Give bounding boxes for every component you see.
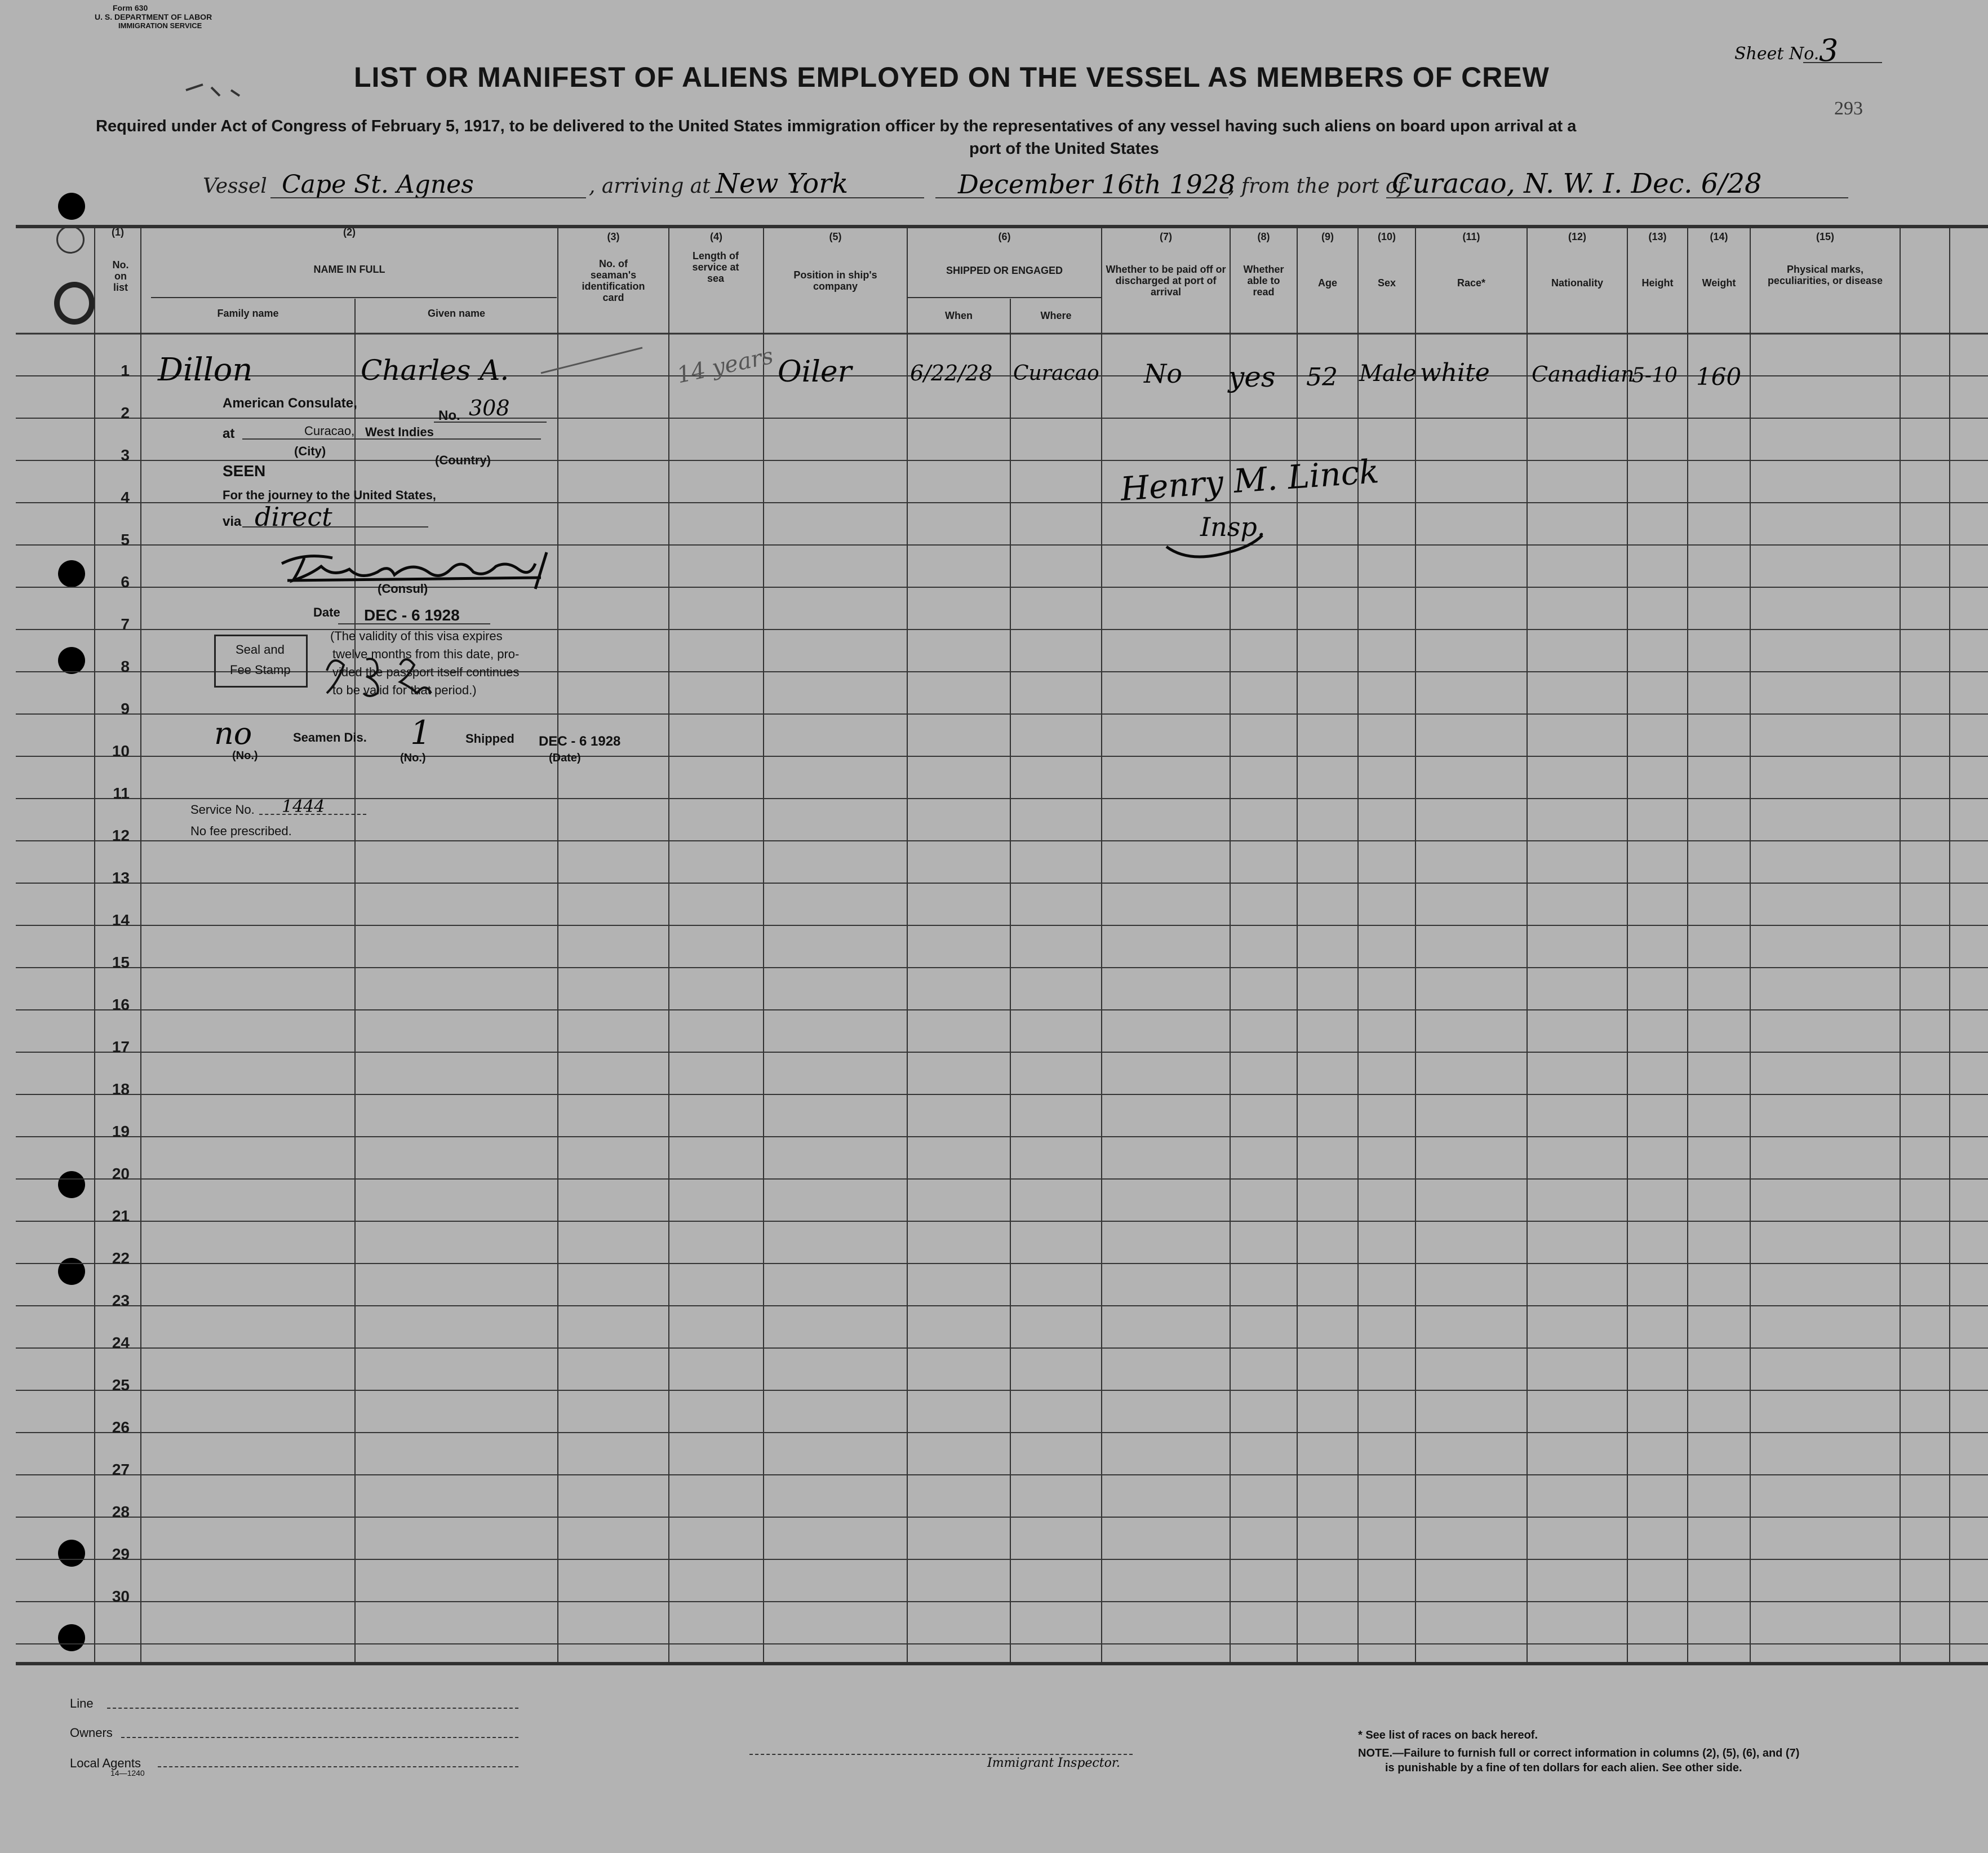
row-number: 4 [121,489,130,506]
row-number: 26 [112,1418,130,1436]
row-number: 21 [112,1207,130,1225]
row-number: 28 [112,1503,130,1520]
row-number: 25 [112,1376,130,1394]
entry-given-name: Charles A. [361,354,509,387]
row-number: 12 [112,827,130,844]
entry-age: 52 [1306,363,1338,392]
row-number: 17 [112,1038,130,1056]
footer-note-races: * See list of races on back hereof. [1358,1729,1538,1741]
consular-date-underline [338,623,490,624]
row-number: 5 [121,531,130,548]
col-15-number: (15) [1816,231,1834,242]
sheet-number-value: 3 [1819,33,1839,68]
consular-consul-label: (Consul) [378,582,428,596]
consular-journey: For the journey to the United States, [223,488,436,502]
inspector-signature-line-1: Henry M. Linck [1119,452,1381,508]
col-1-label: No. on list [112,259,129,293]
consular-date-value: DEC - 6 1928 [364,606,460,624]
subtitle-line-1: Required under Act of Congress of February 5, 1917, to be delivered to the United States immigration officer by the representatives of any vessel having such aliens on board upon arrival at a [96,117,1577,135]
col-3-number: (3) [607,231,620,242]
col-14-label: Weight [1702,277,1736,289]
row-number: 3 [121,446,130,464]
entry-sex: Male [1359,361,1417,387]
validity-line-2: twelve months from this date, pro- [332,647,520,661]
col-6-label: SHIPPED OR ENGAGED [946,265,1063,276]
col-2-label: NAME IN FULL [313,264,385,275]
footer-note-1: NOTE.—Failure to furnish full or correct information in columns (2), (5), (6), and (7) [1358,1747,1800,1759]
row-number: 11 [113,784,130,802]
inspector-rule [749,1754,1133,1755]
from-port: Curacao, N. W. I. Dec. 6/28 [1392,168,1762,200]
service-no-value: 1444 [282,797,325,817]
col-4-label: Length of service at sea [692,250,739,284]
discharge-no-label: (No.) [232,750,258,762]
sheet-stamp-number: 293 [1834,98,1863,119]
consular-at-label: at [223,426,235,441]
department-name: U. S. DEPARTMENT OF LABOR [95,12,212,21]
footer-note-2: is punishable by a fine of ten dollars for each alien. See other side. [1385,1762,1742,1774]
col-7-label: Whether to be paid off or discharged at port of arrival [1106,264,1226,298]
col-12-number: (12) [1568,231,1586,242]
row-number: 2 [121,404,130,422]
col-12-label: Nationality [1551,277,1603,289]
row-number: 15 [112,954,130,971]
service-no-label: Service No. [190,803,255,817]
pencil-mark-top [180,79,248,107]
seamen-dis-label: Seamen Dis. [293,730,367,744]
inspector-signature-line-2: Insp. [1200,512,1266,542]
col-1-number: (1) [112,227,124,238]
col-15-label: Physical marks, peculiarities, or disease [1767,264,1883,286]
seamen-dis-value: 1 [410,713,431,752]
col-10-label: Sex [1377,277,1396,289]
page-title: LIST OR MANIFEST OF ALIENS EMPLOYED ON THE VESSEL AS MEMBERS OF CREW [354,61,1550,93]
entry-race: white [1420,358,1490,387]
consulate-label: American Consulate, [223,396,357,411]
vessel-name: Cape St. Agnes [282,170,474,199]
row-number: 19 [112,1123,130,1140]
footer-owners-rule [121,1737,518,1738]
col-6-when: When [945,310,973,321]
col-11-label: Race* [1457,277,1486,289]
validity-line-3: vided the passport itself continues [332,665,520,679]
consular-country: West Indies [365,425,434,439]
seal-label-1: Seal and [236,642,285,657]
footer-agents-label: Local Agents [70,1756,141,1770]
consular-no-label: No. [438,408,460,423]
footer-owners-label: Owners [70,1726,113,1740]
arriving-label: , arriving at [589,175,711,198]
consular-city: Curacao, [304,424,355,438]
row-number: 14 [112,911,130,929]
row-number: 23 [112,1292,130,1309]
validity-line-4: to be valid for that period.) [332,683,477,697]
col-9-number: (9) [1321,231,1334,242]
from-port-label: , from the port of [1228,175,1405,198]
col-11-number: (11) [1462,231,1480,242]
row-number: 6 [121,573,130,591]
entry-family-name: Dillon [158,352,253,388]
row-number: 13 [112,869,130,886]
entry-where: Curacao [1013,362,1099,385]
entry-height: 5-10 [1632,364,1678,387]
entry-length-of-service: 14 years [674,343,776,389]
col-5-label: Position in ship's company [793,269,877,292]
row-number: 16 [112,996,130,1013]
consular-date-label: Date [313,605,340,619]
row-number: 7 [121,615,130,633]
stamp-scrawl [316,648,462,699]
col-10-number: (10) [1377,231,1396,242]
row-number: 30 [112,1588,130,1605]
entry-nationality: Canadian [1532,362,1635,387]
col-3-label: No. of seaman's identification card [582,258,645,303]
footer-agents-code: 14—1240 [110,1768,145,1777]
col-8-number: (8) [1257,231,1270,242]
inspector-flourish [1161,524,1296,564]
row-number: 20 [112,1165,130,1182]
row-number: 29 [112,1545,130,1563]
validity-line-1: (The validity of this visa expires [330,629,503,643]
footer-inspector-label: Immigrant Inspector. [987,1756,1120,1770]
shipped-date-label: (Date) [549,752,581,764]
arriving-port: New York [716,168,849,200]
no-fee-label: No fee prescribed. [190,824,292,838]
form-number: Form 630 [113,3,148,12]
vessel-label: Vessel [203,175,267,198]
consular-via-underline [242,526,428,527]
row-number: 22 [112,1249,130,1267]
col-2-given-name: Given name [427,308,486,319]
consular-no-underline [434,422,547,423]
footer-agents-rule [158,1766,518,1767]
consular-no-value: 308 [469,396,510,420]
discharge-no-value: no [214,716,252,751]
subtitle-line-2: port of the United States [969,140,1159,158]
col-9-label: Age [1317,277,1337,289]
entry-weight: 160 [1696,363,1742,391]
row-number: 18 [112,1080,130,1098]
col-5-number: (5) [829,231,842,242]
col-2-family-name: Family name [217,308,279,319]
entry-able-to-read: yes [1228,361,1276,393]
arrival-date: December 16th 1928 [958,169,1236,200]
shipped-date: DEC - 6 1928 [539,734,621,749]
row-number: 8 [121,658,130,675]
entry-paid-off: No [1144,358,1182,389]
row-number: 1 [121,362,130,379]
col-6-number: (6) [998,231,1011,242]
col-7-number: (7) [1160,231,1172,242]
col-13-number: (13) [1648,231,1667,242]
seal-label-2: Fee Stamp [230,663,291,677]
footer-line-label: Line [70,1696,94,1710]
row-number: 27 [112,1461,130,1478]
sheet-label: Sheet No. [1734,44,1820,64]
row-number: 9 [121,700,130,717]
consular-via-label: via [223,514,242,529]
entry-when: 6/22/28 [910,361,993,385]
consular-country-label: (Country) [435,453,491,467]
row-number: 24 [112,1334,130,1351]
col-8-label: Whether able to read [1243,264,1284,298]
seamen-dis-no-label: (No.) [400,752,426,764]
pencil-mark [535,345,648,379]
consular-city-label: (City) [294,444,326,458]
consular-via-value: direct [255,502,332,532]
footer-line-rule [107,1708,518,1709]
row-number: 10 [112,742,130,760]
entry-position: Oiler [778,355,852,389]
shipped-label: Shipped [465,732,514,746]
service-no-underline [259,814,366,815]
col-4-number: (4) [710,231,722,242]
col-14-number: (14) [1710,231,1728,242]
consular-seen: SEEN [223,462,266,480]
col-2-number: (2) [343,227,356,238]
col-13-label: Height [1641,277,1674,289]
col-6-where: Where [1040,310,1072,321]
service-name: IMMIGRATION SERVICE [118,21,202,30]
